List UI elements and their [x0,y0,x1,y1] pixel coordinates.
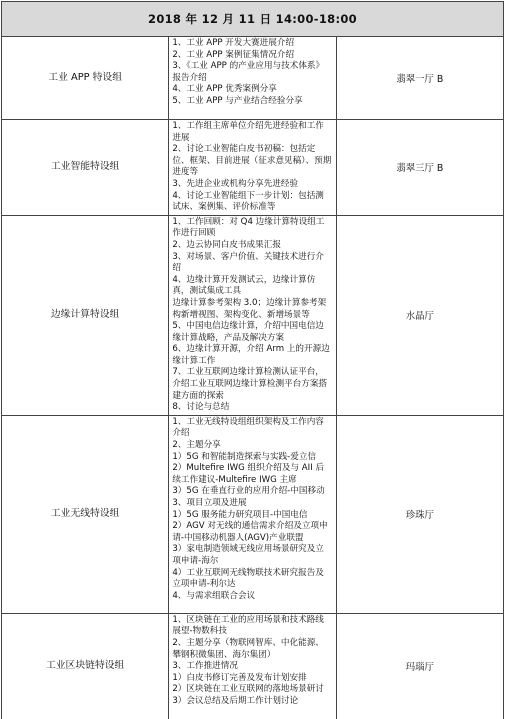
room-name: 翡翠一厅 B [336,37,503,120]
agenda-item: 6、边缘计算开源，介绍 Arm 上的开源边缘计算工作 [172,344,330,366]
agenda-item: 1、工业无线特设组组织架构及工作内容介绍 [172,416,324,439]
session-row [2,415,504,613]
agenda-item: 1）5G 和智能制造探索与实践-爱立信 [172,451,317,462]
group-name: 工业区块链特设组 [2,613,169,719]
agenda-item: 2、讨论工业智能白皮书初稿：包括定位、框架、目前进展（征求意见稿）、预期进度等 [172,144,332,178]
agenda-item: 3、对场景、客户价值、关键技术进行介绍 [172,251,324,274]
agenda-item: 5、工业 APP 与产业结合经验分享 [172,95,303,106]
agenda-items [169,120,336,216]
agenda-item: 2）区块链在工业互联网的落地场景研讨 [172,684,324,695]
agenda-items [169,613,336,719]
session-row [2,613,504,719]
agenda-item: 4、边缘计算开发测试云，边缘计算仿真，测试集成工具 [172,274,316,297]
agenda-item: 3）家电制造领域无线应用场景研究及立项申请-海尔 [172,544,324,566]
agenda-items [169,415,336,613]
agenda-item: 3、项目立项及进展 [172,498,247,508]
agenda-item: 2）Multefire IWG 组织介绍及与 AII 后续工作建议-Multefire IWG 主席 [172,463,325,485]
agenda-item: 2、边云协同白皮书成果汇报 [172,239,281,250]
group-name: 工业无线特设组 [2,415,169,613]
agenda-item: 1、工作回顾：对 Q4 边缘计算特设组工作进行回顾 [172,216,325,239]
agenda-item: 5、中国电信边缘计算，介绍中国电信边缘计算战略，产品及解决方案 [172,321,324,343]
agenda-item: 1、工业 APP 开发大赛进展介绍 [172,38,295,48]
agenda-item: 3）会议总结及后期工作计划讨论 [172,696,299,706]
agenda-items [169,215,336,415]
group-name: 边缘计算特设组 [2,215,169,415]
schedule-header-row [2,2,504,37]
agenda-item: 1）5G 服务能力研究项目-中国电信 [172,509,308,520]
date-time-header: 2018 年 12 月 11 日 14:00-18:00 [2,2,504,37]
agenda-item: 2）AGV 对无线的通信需求介绍及立项申请-中国移动机器人(AGV)产业联盟 [172,521,328,543]
room-name: 水晶厅 [336,215,503,415]
agenda-items [169,37,336,120]
agenda-item: 2、主题分享（物联网智库、中化能源、攀钢积微集团、海尔集团） [172,638,324,660]
agenda-item: 2、工业 APP 案例征集情况介绍 [172,49,295,60]
agenda-item: 3、《工业 APP 的产业应用与技术体系》报告介绍 [172,61,325,83]
session-row [2,120,504,216]
room-name: 珍珠厅 [336,415,503,613]
agenda-item: 4、讨论工业智能组下一步计划：包括测试床、案例集、评价标准等 [172,190,324,213]
agenda-item: 1、区块链在工业的应用场景和技术路线展望-物数科技 [172,614,324,637]
agenda-item: 3、工作推进情况 [172,661,238,672]
agenda-item: 1）白皮书修订完善及发布计划安排 [172,672,307,683]
agenda-item: 8、讨论与总结 [172,402,230,413]
agenda-item: 4）工业互联网无线物联技术研究报告及立项申请-利尔达 [172,567,324,590]
agenda-item: 3、先进企业或机构分享先进经验 [172,178,299,189]
agenda-item: 3）5G 在垂直行业的应用介绍-中国移动 [172,486,325,497]
agenda-item: 边缘计算参考架构 3.0；边缘计算参考架构新增视图、架构变化、新增场景等 [172,297,327,320]
room-name: 翡翠三厅 B [336,120,503,216]
session-row [2,215,504,415]
group-name: 工业 APP 特设组 [2,37,169,120]
room-name: 玛瑙厅 [336,613,503,719]
group-name: 工业智能特设组 [2,120,169,216]
session-row [2,37,504,120]
agenda-item: 2、主题分享 [172,440,221,451]
agenda-item: 4、与需求组联合会议 [172,590,256,601]
agenda-item: 1、工作组主席单位介绍先进经验和工作进展 [172,121,324,143]
schedule-table [1,1,504,719]
agenda-item: 7、工业互联网边缘计算检测认证平台，介绍工业互联网边缘计算检测平台方案搭建方面的探索 [172,367,328,401]
agenda-item: 4、工业 APP 优秀案例分享 [172,84,277,95]
